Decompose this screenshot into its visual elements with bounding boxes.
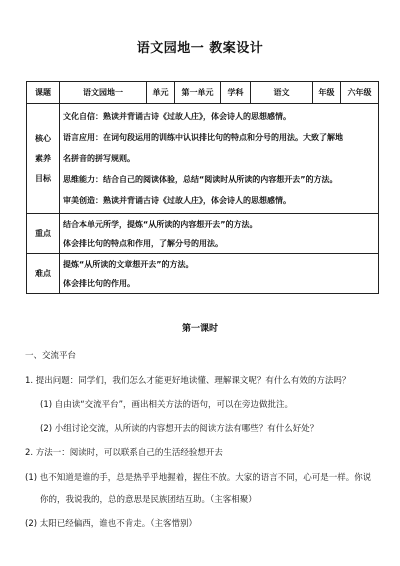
goals-label	[27, 104, 60, 214]
goals-label-line: 素养	[35, 153, 51, 163]
header-cell: 年级	[313, 82, 341, 104]
goal-line: 审美创造：熟读并背诵古诗《过故人庄》，体会诗人的思想感情。	[63, 196, 291, 205]
goal-line: 思维能力：结合自己的阅读体验，总结“阅读时从所读的内容想开去”的方法。	[63, 175, 338, 184]
difficulty-row	[27, 254, 379, 294]
section-heading: 一、交流平台	[25, 351, 77, 361]
goals-label-line: 目标	[35, 173, 51, 183]
difficulty-label: 难点	[27, 254, 60, 294]
goals-label-line: 核心	[35, 133, 51, 143]
header-cell: 单元	[147, 82, 175, 104]
lesson-plan-table	[26, 81, 379, 294]
header-cell: 第一单元	[175, 82, 221, 104]
list-item-continuation: 你的，我说我的，总的意思是民族团结互助。（主客相聚）	[40, 495, 257, 505]
key-point-line: 体会排比句的特点和作用，了解分号的用法。	[63, 238, 223, 248]
goal-line: 文化自信：熟读并背诵古诗《过故人庄》，体会诗人的思想感情。	[63, 112, 291, 121]
key-point-content	[60, 214, 379, 254]
goal-line: 名拼音的拼写规则。	[63, 154, 135, 163]
lesson-title: 第一课时	[181, 324, 218, 334]
goals-row	[27, 104, 379, 214]
list-item: 2. 方法一：阅读时，可以联系自己的生活经验想开去	[25, 448, 223, 458]
header-cell: 课题	[27, 82, 60, 104]
difficulty-content	[60, 254, 379, 294]
goals-content	[60, 104, 379, 214]
table-header-row	[27, 82, 379, 104]
goal-line: 语言应用：在词句段运用的训练中认识排比句的特点和分号的用法。大致了解地	[63, 133, 343, 142]
header-cell: 语文园地一	[60, 82, 147, 104]
difficulty-line: 提炼“从所读的文章想开去”的方法。	[63, 259, 194, 269]
document-title: 语文园地一 教案设计	[136, 41, 264, 56]
list-item: 1. 提出问题：同学们，我们怎么才能更好地读懂、理解课文呢？有什么有效的方法吗？	[25, 376, 351, 386]
key-point-line: 结合本单元所学，提炼“从所读的内容想开去”的方法。	[63, 219, 258, 229]
list-item: (1) 也不知道是谁的手，总是热乎乎地握着，握住不放。大家的语言不同，心可是一样。你说	[25, 473, 372, 483]
key-point-row	[27, 214, 379, 254]
list-item: (2) 小组讨论交流，从所读的内容想开去的阅读方法有哪些？有什么好处？	[40, 424, 319, 434]
header-cell: 语文	[251, 82, 313, 104]
header-cell: 六年级	[341, 82, 379, 104]
key-point-label: 重点	[27, 214, 60, 254]
difficulty-line: 体会排比句的作用。	[63, 278, 135, 288]
list-item: (1) 自由读“交流平台”，画出相关方法的语句，可以在旁边做批注。	[40, 400, 294, 410]
header-cell: 学科	[221, 82, 251, 104]
list-item: (2) 太阳已经偏西，谁也不肯走。（主客惜别）	[25, 519, 197, 529]
